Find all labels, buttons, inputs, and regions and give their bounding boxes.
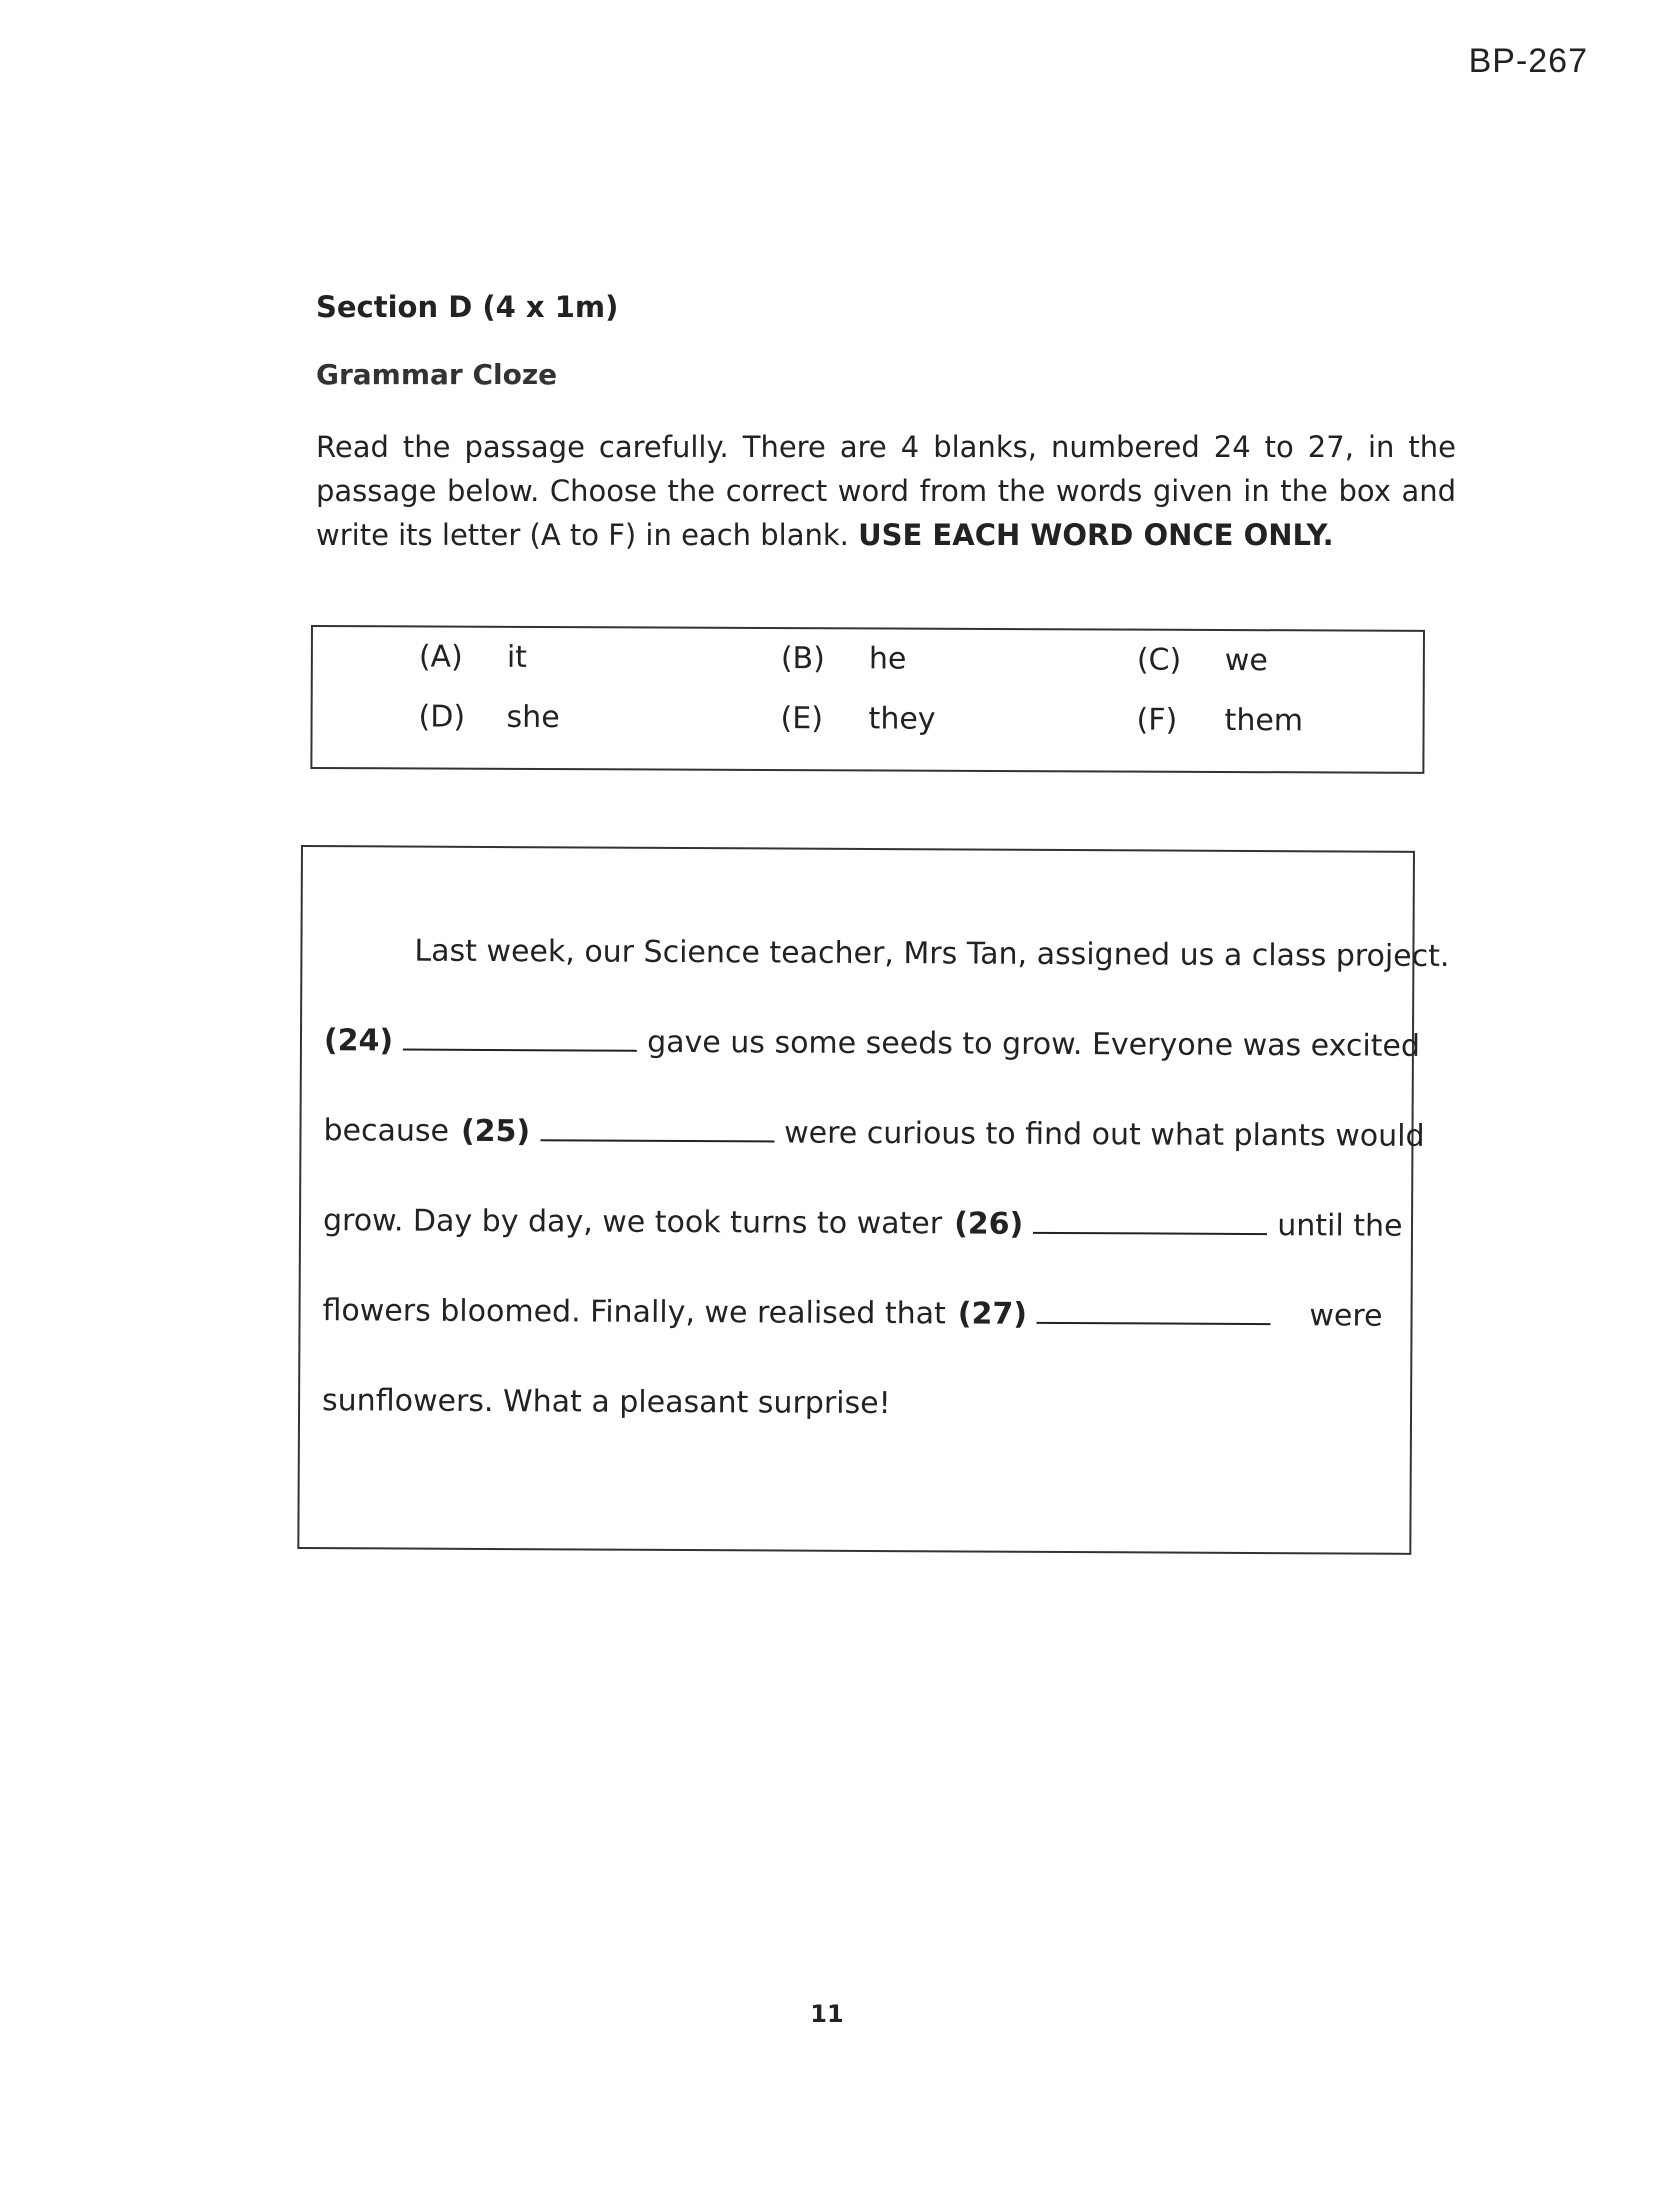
- option-a: [419, 639, 527, 674]
- option-letter: (C): [1136, 642, 1182, 678]
- instructions: [316, 425, 1456, 557]
- option-c: [1137, 643, 1268, 679]
- passage-box: [297, 845, 1450, 1555]
- blank-group-24: [324, 1023, 647, 1060]
- option-letter: (B): [780, 641, 825, 677]
- instructions-text: Read the passage carefully. There are 4 blanks, numbered 24 to 27, in the passage below. Choose the correct word from the words given in the box and write its letter (A to F) in each blank.: [316, 430, 1456, 552]
- blank-group-27: [322, 1293, 1281, 1333]
- question-number-24: (24): [323, 1023, 394, 1059]
- option-letter: (E): [780, 701, 824, 737]
- passage-text: sunflowers. What a pleasant surprise!: [321, 1383, 891, 1422]
- passage-line-2: [323, 1023, 1421, 1064]
- option-e: [781, 701, 936, 737]
- passage-text: until the: [1277, 1208, 1403, 1244]
- section-title: Section D (4 x 1m): [316, 290, 619, 324]
- passage-text: were: [1309, 1298, 1383, 1334]
- option-word: she: [506, 699, 560, 736]
- passage-line-5: [322, 1293, 1382, 1334]
- passage-text: Last week, our Science teacher, Mrs Tan, assigned us a class project.: [414, 933, 1450, 975]
- question-number-27: (27): [957, 1296, 1028, 1332]
- option-letter: (D): [418, 699, 466, 735]
- passage-line-4: [322, 1203, 1403, 1244]
- option-letter: (F): [1136, 702, 1178, 738]
- option-word: they: [868, 701, 936, 737]
- question-number-25: (25): [460, 1113, 531, 1150]
- passage-line-3: [323, 1113, 1425, 1154]
- option-b: [781, 641, 907, 677]
- passage-text: grow. Day by day, we took turns to water: [322, 1203, 943, 1242]
- option-word: we: [1224, 642, 1268, 679]
- passage-text: flowers bloomed. Finally, we realised that: [322, 1293, 946, 1332]
- passage-text: because: [323, 1113, 450, 1149]
- option-word: them: [1224, 702, 1304, 739]
- instructions-emphasis: USE EACH WORD ONCE ONLY.: [858, 518, 1334, 552]
- passage-text: gave us some seeds to grow. Everyone was excited: [647, 1024, 1421, 1064]
- answer-blank-25[interactable]: [540, 1115, 774, 1142]
- passage-text: were curious to find out what plants would: [784, 1115, 1425, 1154]
- blank-group-25: [323, 1113, 784, 1150]
- passage-line-6: [322, 1383, 1382, 1424]
- blank-group-26: [323, 1203, 1277, 1243]
- document-code: BP-267: [1468, 42, 1588, 80]
- answer-blank-24[interactable]: [403, 1025, 637, 1052]
- word-box: [310, 625, 1425, 774]
- passage-line-1: [414, 933, 1450, 975]
- option-f: [1137, 703, 1304, 739]
- question-number-26: (26): [954, 1206, 1024, 1242]
- answer-blank-26[interactable]: [1033, 1208, 1267, 1235]
- answer-blank-27[interactable]: [1037, 1298, 1271, 1325]
- option-word: he: [868, 641, 907, 677]
- section-subtitle: Grammar Cloze: [316, 358, 558, 391]
- option-word: it: [506, 639, 528, 675]
- option-letter: (A): [418, 639, 463, 675]
- page-number: 11: [810, 2000, 844, 2028]
- option-d: [419, 699, 560, 735]
